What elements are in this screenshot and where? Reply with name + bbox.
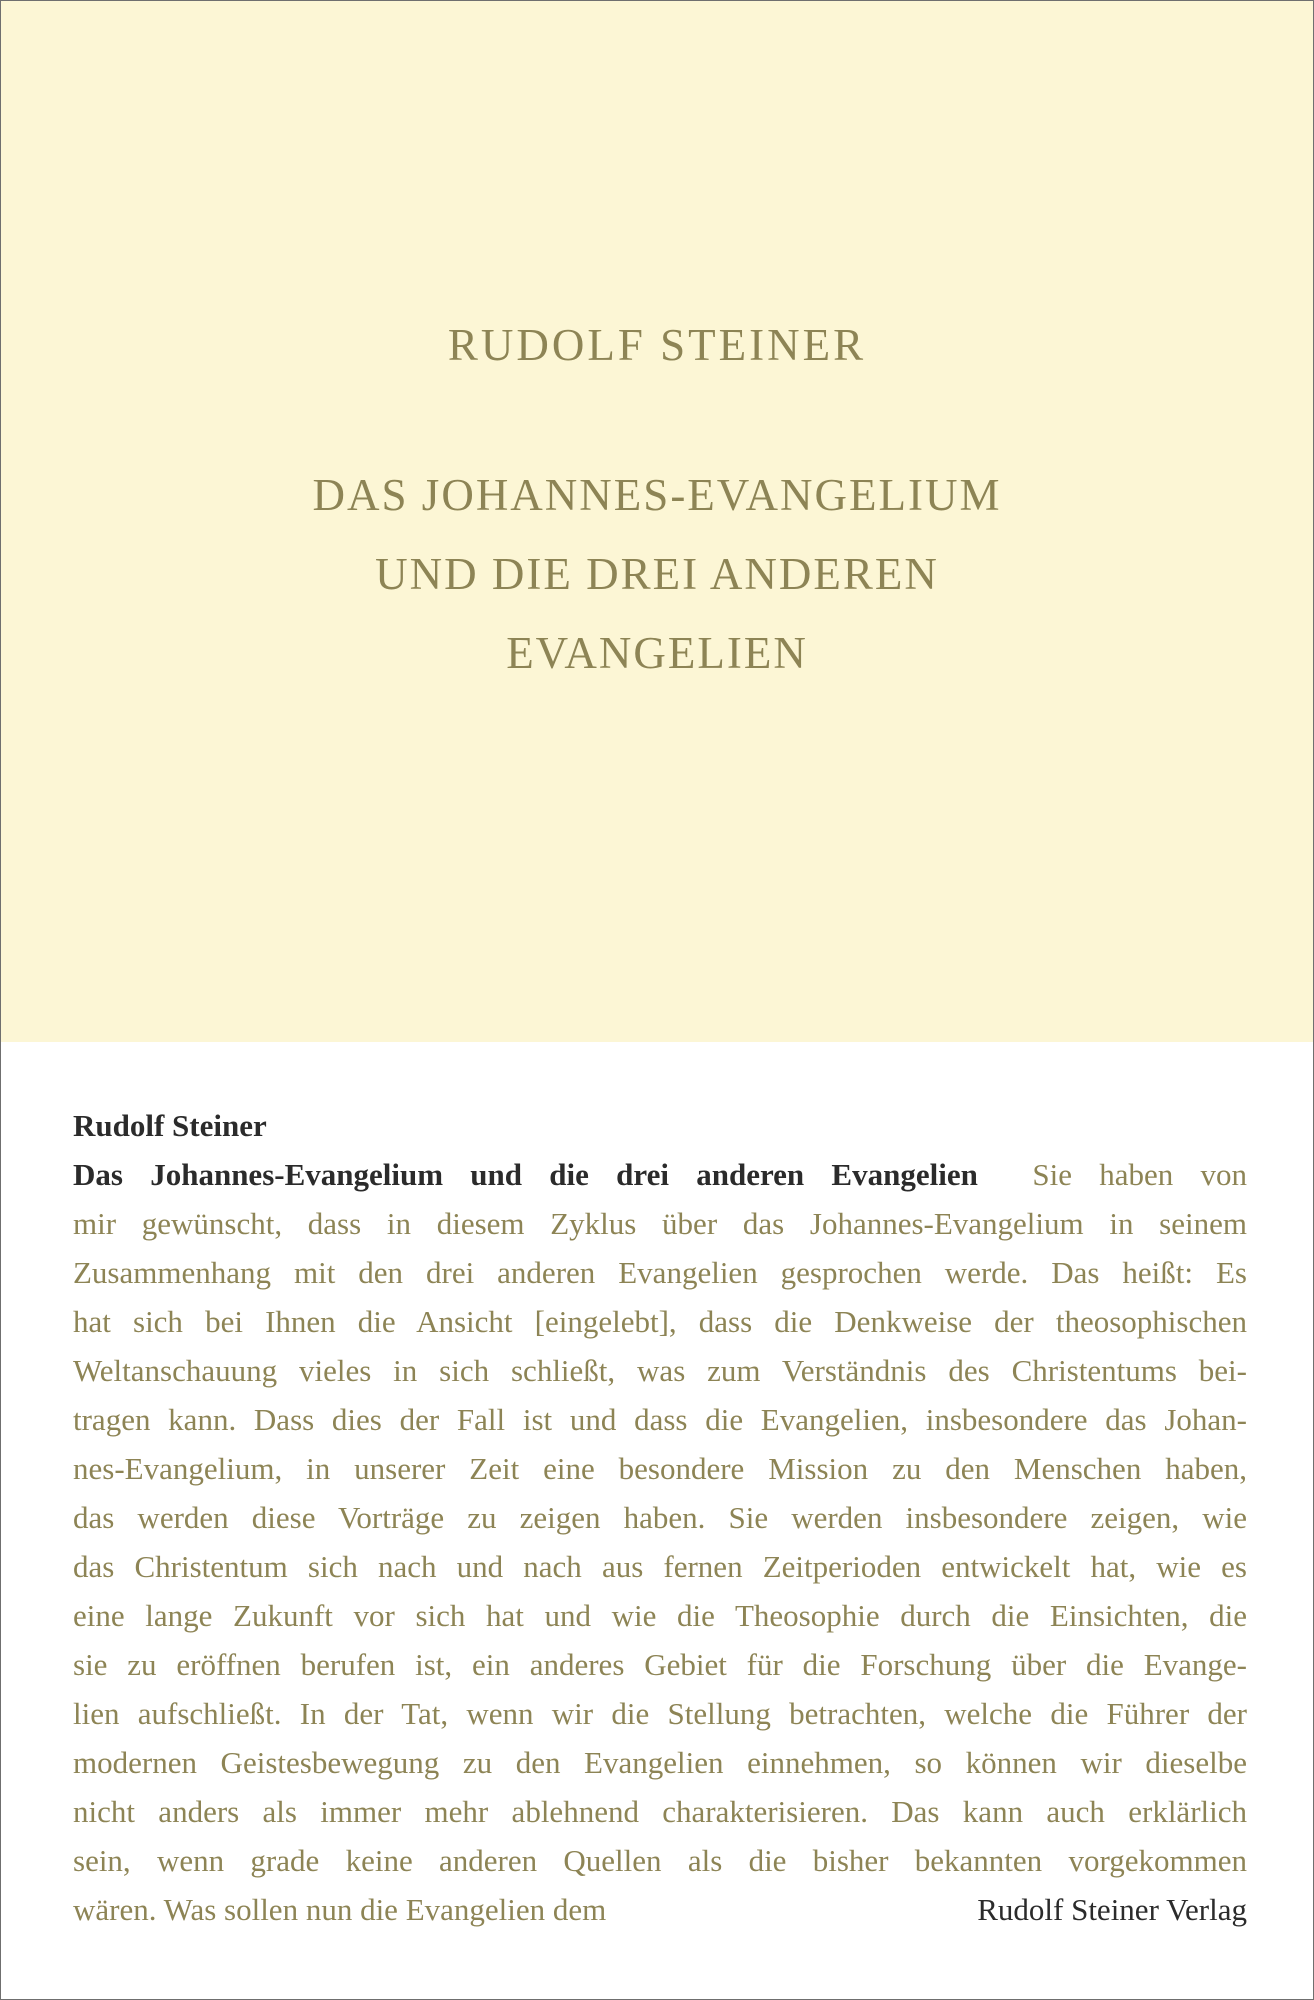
blurb-line: sein, wenn grade keine anderen Quellen als die bisher bekannten vorgekommen: [73, 1843, 1247, 1878]
blurb-line: nicht anders als immer mehr ablehnend charakterisieren. Das kann auch erklärlich: [73, 1794, 1247, 1829]
blurb-line-text: Sie haben von: [1032, 1157, 1247, 1192]
cover-author: RUDOLF STEINER: [447, 320, 867, 370]
blurb-line: das Christentum sich nach und nach aus fernen Zeitperioden entwickelt hat, wie es: [73, 1549, 1247, 1584]
back-author: Rudolf Steiner: [73, 1108, 267, 1143]
blurb-line: Weltanschauung vieles in sich schließt, was zum Verständnis des Christentums bei-: [73, 1353, 1247, 1388]
front-cover-panel: [1, 1, 1313, 1042]
blurb-line: lien aufschließt. In der Tat, wenn wir die Stellung betrachten, welche die Führer der: [73, 1696, 1247, 1731]
blurb-line: eine lange Zukunft vor sich hat und wie die Theosophie durch die Einsichten, die: [73, 1598, 1247, 1633]
blurb-text: [73, 1150, 1247, 1934]
blurb-line: [73, 1150, 1247, 1199]
blurb-line: hat sich bei Ihnen die Ansicht [eingelebt], dass die Denkweise der theosophischen: [73, 1304, 1247, 1339]
blurb-line: mir gewünscht, dass in diesem Zyklus über das Johannes-Evangelium in seinem: [73, 1206, 1247, 1241]
cover-title-line: EVANGELIEN: [506, 628, 808, 678]
cover-title: [1, 456, 1313, 693]
publisher-name: Rudolf Steiner Verlag: [977, 1892, 1247, 1927]
cover-title-line: UND DIE DREI ANDEREN: [375, 549, 939, 599]
back-text-panel: [73, 1101, 1247, 1934]
back-book-title: Das Johannes-Evangelium und die drei anderen Evangelien: [73, 1157, 978, 1192]
blurb-line: nes-Evangelium, in unserer Zeit eine besondere Mission zu den Menschen haben,: [73, 1451, 1247, 1486]
cover-title-line: DAS JOHANNES-EVANGELIUM: [312, 470, 1002, 520]
blurb-line: Zusammenhang mit den drei anderen Evangelien gesprochen werde. Das heißt: Es: [73, 1255, 1247, 1290]
blurb-line: tragen kann. Dass dies der Fall ist und dass die Evangelien, insbesondere das Johan-: [73, 1402, 1247, 1437]
blurb-line: sie zu eröffnen berufen ist, ein anderes Gebiet für die Forschung über die Evange-: [73, 1647, 1247, 1682]
blurb-line: modernen Geistesbewegung zu den Evangelien einnehmen, so können wir dieselbe: [73, 1745, 1247, 1780]
blurb-last-line: [73, 1885, 1247, 1934]
blurb-line: das werden diese Vorträge zu zeigen haben. Sie werden insbesondere zeigen, wie: [73, 1500, 1247, 1535]
blurb-last-text: wären. Was sollen nun die Evangelien dem: [73, 1892, 607, 1927]
